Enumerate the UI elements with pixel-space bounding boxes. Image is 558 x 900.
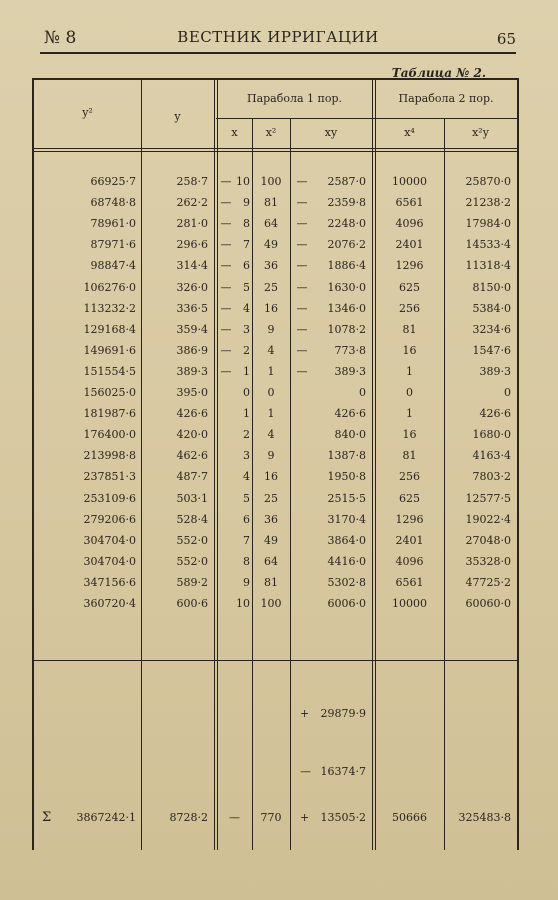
cell-x4: 16 <box>402 428 417 442</box>
cell-x2: 16 <box>264 470 278 484</box>
cell-xs: — <box>220 364 232 378</box>
cell-y: 359·4 <box>176 322 208 336</box>
cell-y2: 237851·3 <box>83 470 136 484</box>
cell-y2: 279206·6 <box>83 512 136 526</box>
cell-x2y: 3234·6 <box>472 322 511 336</box>
cell-y: 600·6 <box>176 597 208 610</box>
cell-x2: 64 <box>264 554 278 568</box>
cell-x4: 1 <box>406 407 413 421</box>
cell-x2y: 47725·2 <box>465 575 511 589</box>
cell-y: 528·4 <box>176 512 208 526</box>
cell-x: 8 <box>243 554 250 568</box>
cell-y: 389·3 <box>176 364 208 378</box>
cell-x2y: 8150·0 <box>472 280 511 294</box>
cell-xs: — <box>220 301 232 315</box>
cell-xy: 5302·8 <box>327 575 366 589</box>
group-header-divider <box>216 118 517 119</box>
cell-xys: — <box>296 238 308 252</box>
cell-x2y: 35328·0 <box>465 554 511 568</box>
cell-x2: 1 <box>267 407 275 421</box>
cell-x2y: 426·6 <box>479 407 511 421</box>
cell-xy: 840·0 <box>334 428 366 442</box>
cell-x: 1 <box>243 407 250 421</box>
cell-xy: 1387·8 <box>327 449 366 463</box>
header-y: y <box>174 110 181 123</box>
cell-x2: 36 <box>264 512 278 526</box>
cell-x4: 81 <box>402 449 417 463</box>
header-x4: x⁴ <box>404 126 415 139</box>
cell-xys: — <box>296 196 308 210</box>
header-x2: x² <box>265 126 277 139</box>
cell-x4: 6561 <box>395 575 424 589</box>
issue-number: № 8 <box>44 28 77 48</box>
header-y2: y² <box>82 106 93 119</box>
cell-xy: 3864·0 <box>327 533 366 547</box>
cell-xy: 1346·0 <box>327 301 366 315</box>
cell-y: 326·0 <box>176 280 208 294</box>
cell-x: 3 <box>243 449 250 463</box>
cell-xys: — <box>296 301 308 315</box>
cell-x: 4 <box>243 470 250 484</box>
cell-x2: 81 <box>264 575 278 589</box>
plus-sum-value: 29879·9 <box>320 707 366 720</box>
cell-xy: 773·8 <box>334 343 366 357</box>
cell-y2: 98847·4 <box>90 259 136 273</box>
cell-y: 281·0 <box>176 217 208 231</box>
cell-xy: 1630·0 <box>327 280 366 294</box>
cell-y2: 304704·0 <box>83 554 136 568</box>
cell-x4: 256 <box>399 470 420 484</box>
cell-y2: 181987·6 <box>83 407 136 421</box>
cell-y2: 68748·8 <box>90 196 136 210</box>
cell-x4: 0 <box>406 386 413 399</box>
cell-y: 503·1 <box>176 491 208 505</box>
cell-xy: 2359·8 <box>327 196 366 210</box>
cell-xys: — <box>296 364 308 378</box>
cell-x2y: 25870·0 <box>465 175 511 188</box>
cell-x2: 100 <box>260 597 282 610</box>
cell-xs: — <box>220 196 232 210</box>
cell-y: 336·5 <box>176 301 208 315</box>
cell-x2: 100 <box>260 175 282 188</box>
minus-sign: — <box>300 765 311 778</box>
cell-xs: — <box>220 343 232 357</box>
cell-x: 2 <box>243 428 250 442</box>
total-xy: 13505·2 <box>320 811 366 824</box>
cell-xys: — <box>296 175 308 188</box>
cell-x2y: 0 <box>504 386 511 399</box>
total-x: — <box>229 811 240 824</box>
cell-xy: 1078·2 <box>327 322 366 336</box>
cell-xy: 426·6 <box>334 407 366 421</box>
cell-xy: 2076·2 <box>327 238 366 252</box>
cell-xy: 6006·0 <box>327 597 366 610</box>
plus-sign: + <box>300 707 310 720</box>
cell-xys: — <box>296 217 308 231</box>
cell-xy: 2587·0 <box>327 175 366 188</box>
cell-y: 462·6 <box>176 449 208 463</box>
header-parabola-2: Парабола 2 пор. <box>398 92 494 105</box>
cell-xys: — <box>296 259 308 273</box>
total-xy-sign: + <box>300 811 310 824</box>
cell-x: 8 <box>243 217 250 231</box>
cell-x2: 49 <box>264 533 278 547</box>
cell-x4: 16 <box>402 343 417 357</box>
cell-x: 0 <box>243 386 250 399</box>
cell-y2: 347156·6 <box>83 575 136 589</box>
cell-x2: 9 <box>267 322 275 336</box>
cell-x2: 49 <box>264 238 278 252</box>
cell-y2: 213998·8 <box>83 449 136 463</box>
cell-x: 9 <box>243 575 250 589</box>
cell-x2y: 17984·0 <box>465 217 511 231</box>
cell-x4: 2401 <box>395 533 424 547</box>
cell-y: 487·7 <box>176 470 208 484</box>
cell-y2: 66925·7 <box>90 175 136 188</box>
cell-x4: 1296 <box>395 512 424 526</box>
total-x2y: 325483·8 <box>458 811 511 824</box>
cell-x: 5 <box>243 280 250 294</box>
cell-x2y: 11318·4 <box>465 259 511 273</box>
cell-x2y: 4163·4 <box>472 449 511 463</box>
page-header <box>40 26 516 54</box>
header-x: x <box>231 126 238 139</box>
cell-y: 262·2 <box>176 196 208 210</box>
cell-x: 6 <box>243 259 250 273</box>
page-number: 65 <box>496 30 516 48</box>
cell-x4: 10000 <box>392 175 427 188</box>
cell-x4: 10000 <box>392 597 427 610</box>
cell-xys: — <box>296 280 308 294</box>
cell-x: 7 <box>243 238 250 252</box>
data-table <box>32 78 519 850</box>
cell-x4: 1 <box>406 364 413 378</box>
header-x2y: x²y <box>472 126 489 139</box>
cell-x2y: 7803·2 <box>472 470 511 484</box>
cell-x2: 16 <box>264 301 278 315</box>
minus-sum-value: 16374·7 <box>320 765 366 778</box>
header-xy: xy <box>324 126 338 139</box>
cell-xs: — <box>220 322 232 336</box>
cell-x: 6 <box>243 512 250 526</box>
cell-xs: — <box>220 175 232 188</box>
cell-x2: 4 <box>267 428 275 442</box>
cell-xy: 389·3 <box>334 364 366 378</box>
col-divider-2 <box>214 80 215 850</box>
cell-x2: 25 <box>264 491 278 505</box>
cell-xy: 3170·4 <box>327 512 366 526</box>
cell-xy: 1886·4 <box>327 259 366 273</box>
cell-y2: 78961·0 <box>90 217 136 231</box>
cell-y2: 87971·6 <box>90 238 136 252</box>
cell-x4: 256 <box>399 301 420 315</box>
cell-y2: 113232·2 <box>83 301 136 315</box>
total-y: 8728·2 <box>169 811 208 824</box>
cell-x: 4 <box>243 301 250 315</box>
cell-xys: — <box>296 343 308 357</box>
total-x2: 770 <box>260 811 282 824</box>
cell-x4: 6561 <box>395 196 424 210</box>
cell-x: 10 <box>236 597 250 610</box>
cell-xs: — <box>220 217 232 231</box>
cell-xys: — <box>296 322 308 336</box>
cell-y2: 129168·4 <box>83 322 136 336</box>
cell-y: 426·6 <box>176 407 208 421</box>
cell-y: 552·0 <box>176 554 208 568</box>
cell-x2y: 5384·0 <box>472 301 511 315</box>
cell-x2y: 60060·0 <box>465 597 511 610</box>
cell-x2: 25 <box>264 280 278 294</box>
cell-x2: 81 <box>264 196 278 210</box>
cell-x2y: 19022·4 <box>465 512 511 526</box>
total-y2: 3867242·1 <box>76 811 136 824</box>
cell-y: 386·9 <box>176 343 208 357</box>
cell-x: 3 <box>243 322 250 336</box>
sigma-symbol: Σ <box>42 810 52 825</box>
cell-xy: 2515·5 <box>327 491 366 505</box>
cell-y2: 151554·5 <box>83 364 136 378</box>
cell-x2y: 389·3 <box>479 364 511 378</box>
cell-y: 395·0 <box>176 386 208 399</box>
cell-y: 420·0 <box>176 428 208 442</box>
cell-x4: 2401 <box>395 238 424 252</box>
journal-title: ВЕСТНИК ИРРИГАЦИИ <box>177 28 379 46</box>
cell-x4: 1296 <box>395 259 424 273</box>
cell-x: 2 <box>243 343 250 357</box>
cell-x4: 4096 <box>395 217 424 231</box>
cell-xy: 2248·0 <box>327 217 366 231</box>
cell-xs: — <box>220 259 232 273</box>
cell-x2: 4 <box>267 343 275 357</box>
cell-y2: 106276·0 <box>83 280 136 294</box>
cell-x2: 36 <box>264 259 278 273</box>
cell-x: 9 <box>243 196 250 210</box>
cell-xy: 0 <box>359 386 366 399</box>
cell-x2: 0 <box>267 386 275 399</box>
total-x4: 50666 <box>392 811 427 824</box>
cell-x2y: 12577·5 <box>465 491 511 505</box>
cell-x2y: 27048·0 <box>465 533 511 547</box>
cell-x2: 1 <box>267 364 275 378</box>
cell-y: 314·4 <box>176 259 208 273</box>
col-divider-2b <box>217 80 218 850</box>
col-divider-4 <box>290 118 291 850</box>
cell-y2: 156025·0 <box>83 386 136 399</box>
cell-x: 10 <box>236 175 250 188</box>
cell-y2: 304704·0 <box>83 533 136 547</box>
cell-xy: 1950·8 <box>327 470 366 484</box>
cell-y: 552·0 <box>176 533 208 547</box>
cell-x2y: 1547·6 <box>472 343 511 357</box>
cell-x: 7 <box>243 533 250 547</box>
cell-x2y: 1680·0 <box>472 428 511 442</box>
cell-xs: — <box>220 280 232 294</box>
cell-y2: 360720·4 <box>83 597 136 610</box>
cell-y2: 176400·0 <box>83 428 136 442</box>
table-caption: Таблица № 2. <box>391 66 486 80</box>
col-divider-5 <box>372 80 373 850</box>
cell-x2: 64 <box>264 217 278 231</box>
cell-y: 589·2 <box>176 575 208 589</box>
cell-x2y: 21238·2 <box>465 196 511 210</box>
cell-x4: 81 <box>402 322 417 336</box>
cell-x: 5 <box>243 491 250 505</box>
cell-y2: 253109·6 <box>83 491 136 505</box>
cell-x4: 625 <box>399 280 420 294</box>
cell-x2: 9 <box>267 449 275 463</box>
cell-x4: 4096 <box>395 554 424 568</box>
cell-x: 1 <box>243 364 250 378</box>
cell-y2: 149691·6 <box>83 343 136 357</box>
cell-y: 258·7 <box>176 175 208 188</box>
cell-x4: 625 <box>399 491 420 505</box>
cell-x2y: 14533·4 <box>465 238 511 252</box>
cell-y: 296·6 <box>176 238 208 252</box>
cell-xs: — <box>220 238 232 252</box>
header-parabola-1: Парабола 1 пор. <box>246 92 343 105</box>
cell-xy: 4416·0 <box>327 554 366 568</box>
